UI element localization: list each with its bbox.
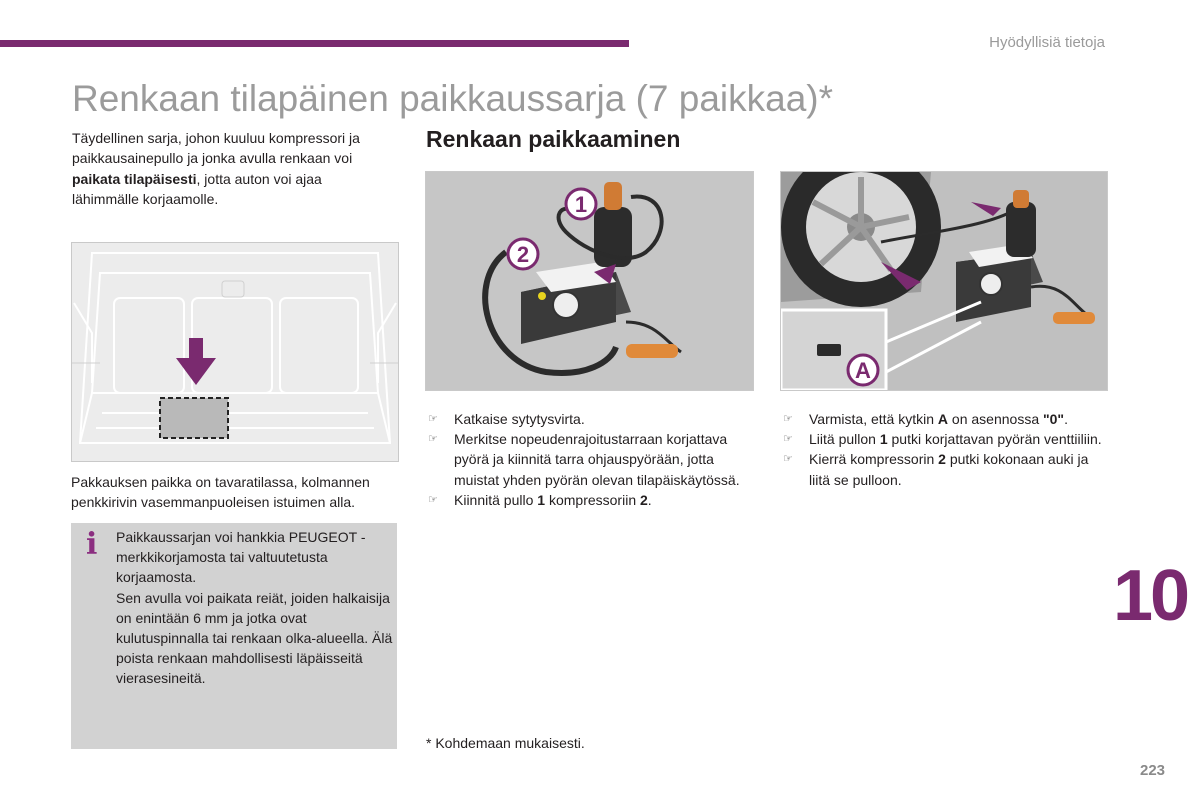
list-item: ☞ Varmista, että kytkin A on asennossa "0". — [781, 409, 1111, 429]
svg-text:A: A — [855, 358, 871, 383]
pointer-icon: ☞ — [783, 433, 793, 446]
info-icon: i — [86, 527, 98, 562]
section-heading: Renkaan paikkaaminen — [426, 126, 681, 152]
pointer-icon: ☞ — [783, 453, 793, 466]
steps-left-list — [426, 409, 756, 510]
label-a-badge — [848, 355, 878, 385]
label-1-badge — [566, 189, 596, 219]
info-text — [116, 527, 394, 689]
tyre-repair-illustration — [780, 171, 1108, 391]
pointer-icon: ☞ — [783, 413, 793, 425]
page-title: Renkaan tilapäinen paikkaussarja (7 paikkaa)* — [72, 78, 834, 119]
steps-right-list — [781, 409, 1111, 490]
list-item: ☞ Kierrä kompressorin 2 putki kokonaan auki ja liitä se pulloon. — [783, 451, 1089, 488]
list-item: ☞ Liitä pullon 1 putki korjattavan pyörän venttiiliin. — [781, 429, 1111, 449]
footnote: * Kohdemaan mukaisesti. — [426, 735, 585, 751]
list-item: ☞ Katkaise sytytysvirta. — [426, 409, 756, 429]
trunk-illustration — [71, 242, 399, 462]
pointer-icon: ☞ — [428, 493, 438, 506]
header-accent-bar — [0, 40, 629, 47]
page-number: 223 — [1140, 762, 1166, 779]
chapter-number: 10 — [1113, 556, 1188, 636]
info-text-limits: Sen avulla voi paikata reiät, joiden halkaisija on enintään 6 mm ja jotka ovat kulutuspinnalla tai renkaan olka-alueella. Älä poista renkaan mahdollisesti läpäisseitä vierasesineitä. — [116, 589, 393, 687]
list-item: ☞ Merkitse nopeudenrajoitustarraan korjattava pyörä ja kiinnitä tarra ohjauspyörään, jotta muistat yhden pyörän olevan tilapäiskäytössä. — [428, 431, 740, 488]
pointer-icon: ☞ — [428, 433, 438, 446]
svg-text:1: 1 — [574, 192, 588, 217]
kit-assembly-illustration — [425, 171, 754, 391]
trunk-caption: Pakkauksen paikka on tavaratilassa, kolmannen penkkirivin vasemmanpuoleisen istuimen alla. — [71, 474, 370, 511]
pointer-icon: ☞ — [428, 413, 438, 425]
section-title: Hyödyllisiä tietoja — [989, 34, 1105, 51]
info-text-availability: Paikkaussarjan voi hankkia PEUGEOT -merkkikorjamosta tai valtuutetusta korjaamosta. — [116, 529, 366, 586]
svg-text:2: 2 — [516, 242, 530, 267]
intro-paragraph: Täydellinen sarja, johon kuuluu kompressori ja paikkausainepullo ja jonka avulla renkaan voi paikata tilapäisesti, jotta auton voi ajaa lähimmälle korjaamolle. — [72, 130, 360, 208]
list-item: ☞ Kiinnitä pullo 1 kompressoriin 2. — [426, 490, 756, 510]
label-2-badge — [508, 239, 538, 269]
